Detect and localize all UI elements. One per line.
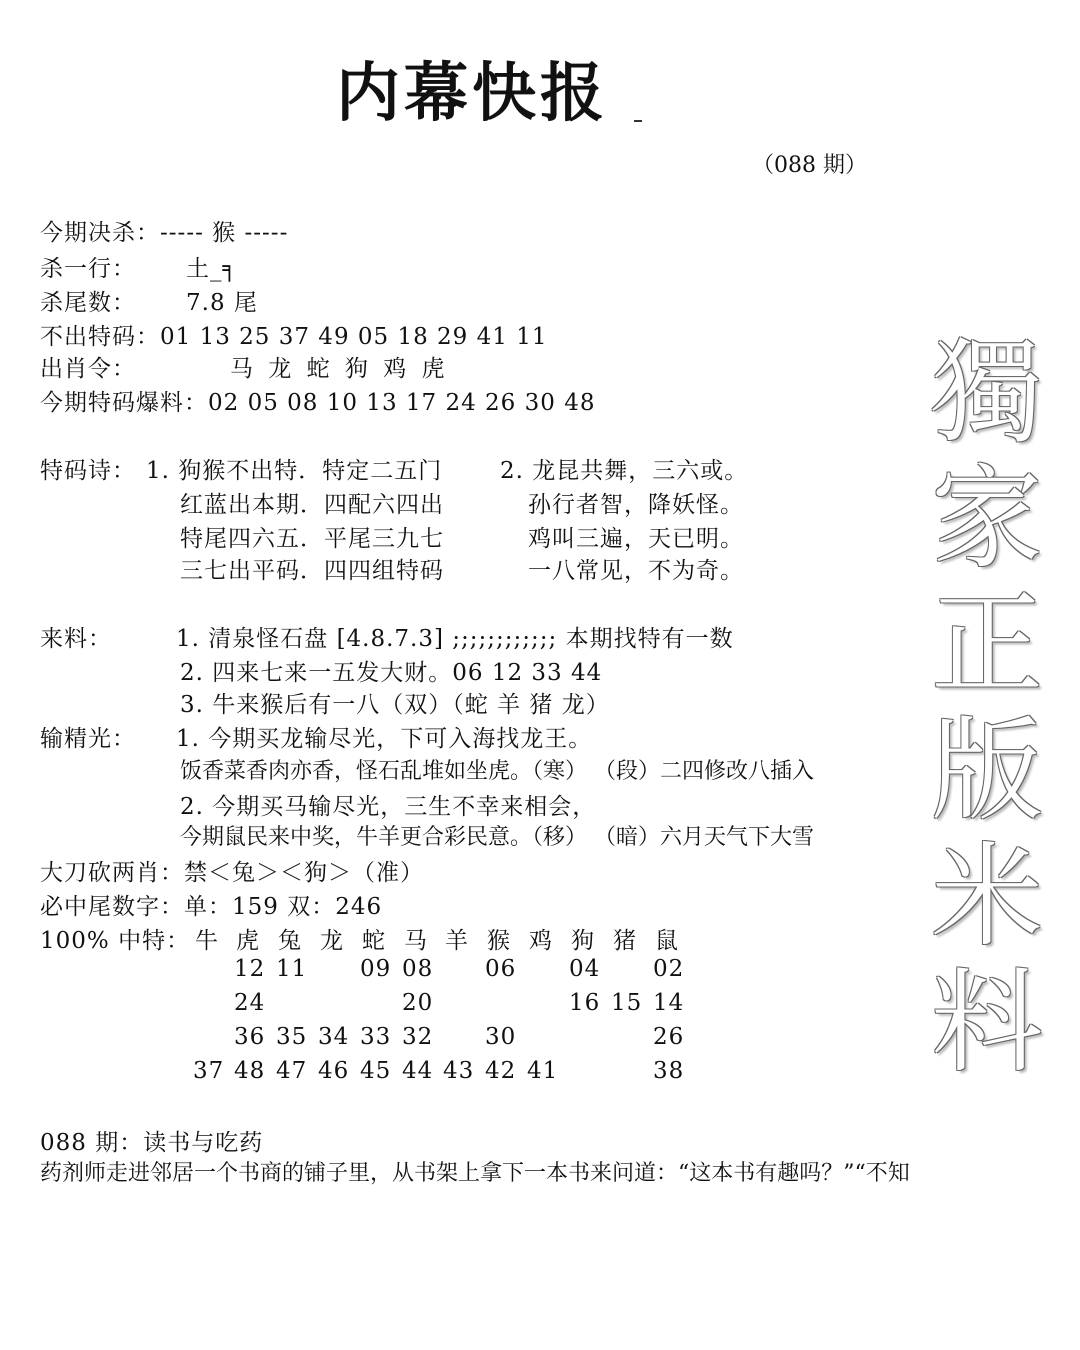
stamp-char: 料: [931, 958, 1043, 1088]
number-cell: 43: [443, 1058, 475, 1084]
number-cell: 47: [276, 1058, 308, 1084]
dadao-line: 大刀砍两肖：禁＜兔＞＜狗＞（准）: [40, 860, 424, 886]
table-label: 100% 中特：: [40, 928, 191, 954]
number-cell: 06: [485, 956, 517, 982]
page-title: 内幕快报: [336, 57, 608, 131]
number-cell: 02: [653, 956, 685, 982]
kill-line: 今期决杀：----- 猴 -----: [40, 220, 289, 246]
number-cell: 09: [360, 956, 392, 982]
shu-item-1: 1. 今期买龙输尽光，下可入海找龙王。: [176, 726, 593, 752]
shu-item-3: 2. 今期买马输尽光，三生不幸来相会，: [180, 794, 597, 820]
zodiac-header-cell: 鼠: [655, 928, 679, 954]
kill-row-value: 土_╕: [186, 256, 238, 282]
story-title: 088 期：读书与吃药: [40, 1130, 264, 1156]
special-numbers: 今期特码爆料：02 05 08 10 13 17 24 26 30 48: [40, 390, 596, 416]
kill-tail-label: 杀尾数：: [40, 290, 136, 316]
poem-label: 特码诗：: [40, 458, 136, 484]
poem-left-2: 红蓝出本期．四配六四出: [180, 492, 444, 518]
laoliao-item-3: 3. 牛来猴后有一八（双）（蛇 羊 猪 龙）: [180, 692, 610, 718]
poem-right-4: 一八常见，不为奇。: [528, 558, 744, 584]
zodiac-header-cell: 龙: [320, 928, 344, 954]
kill-row-label: 杀一行：: [40, 256, 136, 282]
number-cell: 36: [234, 1024, 266, 1050]
number-cell: 15: [611, 990, 643, 1016]
shu-item-2: 饭香菜香肉亦香，怪石乱堆如坐虎。（寒） （段）二四修改八插入: [180, 759, 814, 784]
issue-number: （088 期）: [752, 153, 867, 178]
zodiac-header-cell: 猴: [487, 928, 511, 954]
zodiac-header-cell: 兔: [278, 928, 302, 954]
excluded-numbers: 不出特码：01 13 25 37 49 05 18 29 41 11: [40, 324, 548, 350]
stamp-char: 獨: [931, 328, 1043, 458]
stamp-char: 米: [931, 832, 1043, 962]
poem-right-1: 2. 龙昆共舞，三六或。: [500, 458, 749, 484]
number-cell: 42: [485, 1058, 517, 1084]
poem-left-4: 三七出平码．四四组特码: [180, 558, 444, 584]
number-cell: 34: [318, 1024, 350, 1050]
number-cell: 04: [569, 956, 601, 982]
zodiac-header-cell: 狗: [571, 928, 595, 954]
number-cell: 38: [653, 1058, 685, 1084]
number-cell: 24: [234, 990, 266, 1016]
number-cell: 20: [402, 990, 434, 1016]
laoliao-item-1: 1. 清泉怪石盘 [4.8.7.3] ;;;;;;;;;;;; 本期找特有一数: [176, 626, 734, 652]
zodiac-header-cell: 虎: [236, 928, 260, 954]
poem-right-3: 鸡叫三遍，天已明。: [528, 526, 744, 552]
zodiac-order-value: 马 龙 蛇 狗 鸡 虎: [230, 356, 449, 382]
zodiac-header-cell: 羊: [445, 928, 469, 954]
stamp-char: 正: [931, 580, 1043, 710]
number-cell: 11: [276, 956, 308, 982]
poem-right-2: 孙行者智，降妖怪。: [528, 492, 744, 518]
number-cell: 46: [318, 1058, 350, 1084]
number-cell: 48: [234, 1058, 266, 1084]
number-cell: 26: [653, 1024, 685, 1050]
laoliao-item-2: 2. 四来七来一五发大财。06 12 33 44: [180, 660, 603, 686]
number-cell: 37: [193, 1058, 225, 1084]
stray-mark: [634, 120, 642, 122]
zodiac-header-cell: 马: [404, 928, 428, 954]
number-cell: 14: [653, 990, 685, 1016]
number-cell: 30: [485, 1024, 517, 1050]
stamp-char: 版: [931, 706, 1043, 836]
poem-left-3: 特尾四六五．平尾三九七: [180, 526, 444, 552]
zodiac-header-cell: 牛: [195, 928, 219, 954]
stamp-char: 家: [931, 454, 1043, 584]
number-cell: 45: [360, 1058, 392, 1084]
story-text: 药剂师走进邻居一个书商的铺子里，从书架上拿下一本书来问道：“这本书有趣吗？”“不知: [40, 1161, 910, 1186]
bizhong-line: 必中尾数字：单：159 双：246: [40, 894, 383, 920]
vertical-stamp-text: [912, 330, 1062, 1086]
number-cell: 12: [234, 956, 266, 982]
shu-item-4: 今期鼠民来中奖，牛羊更合彩民意。（移） （暗）六月天气下大雪: [180, 825, 814, 850]
zodiac-header-cell: 猪: [613, 928, 637, 954]
zodiac-order-label: 出肖令：: [40, 356, 136, 382]
poem-left-1: 1. 狗猴不出特．特定二五门: [146, 458, 443, 484]
number-cell: 35: [276, 1024, 308, 1050]
number-cell: 08: [402, 956, 434, 982]
kill-tail-value: 7.8 尾: [186, 290, 258, 316]
zodiac-header-cell: 鸡: [529, 928, 553, 954]
zodiac-header-cell: 蛇: [362, 928, 386, 954]
number-cell: 44: [402, 1058, 434, 1084]
number-cell: 41: [527, 1058, 559, 1084]
shu-label: 输精光：: [40, 726, 136, 752]
laoliao-label: 来料：: [40, 626, 112, 652]
number-cell: 32: [402, 1024, 434, 1050]
number-cell: 16: [569, 990, 601, 1016]
number-cell: 33: [360, 1024, 392, 1050]
